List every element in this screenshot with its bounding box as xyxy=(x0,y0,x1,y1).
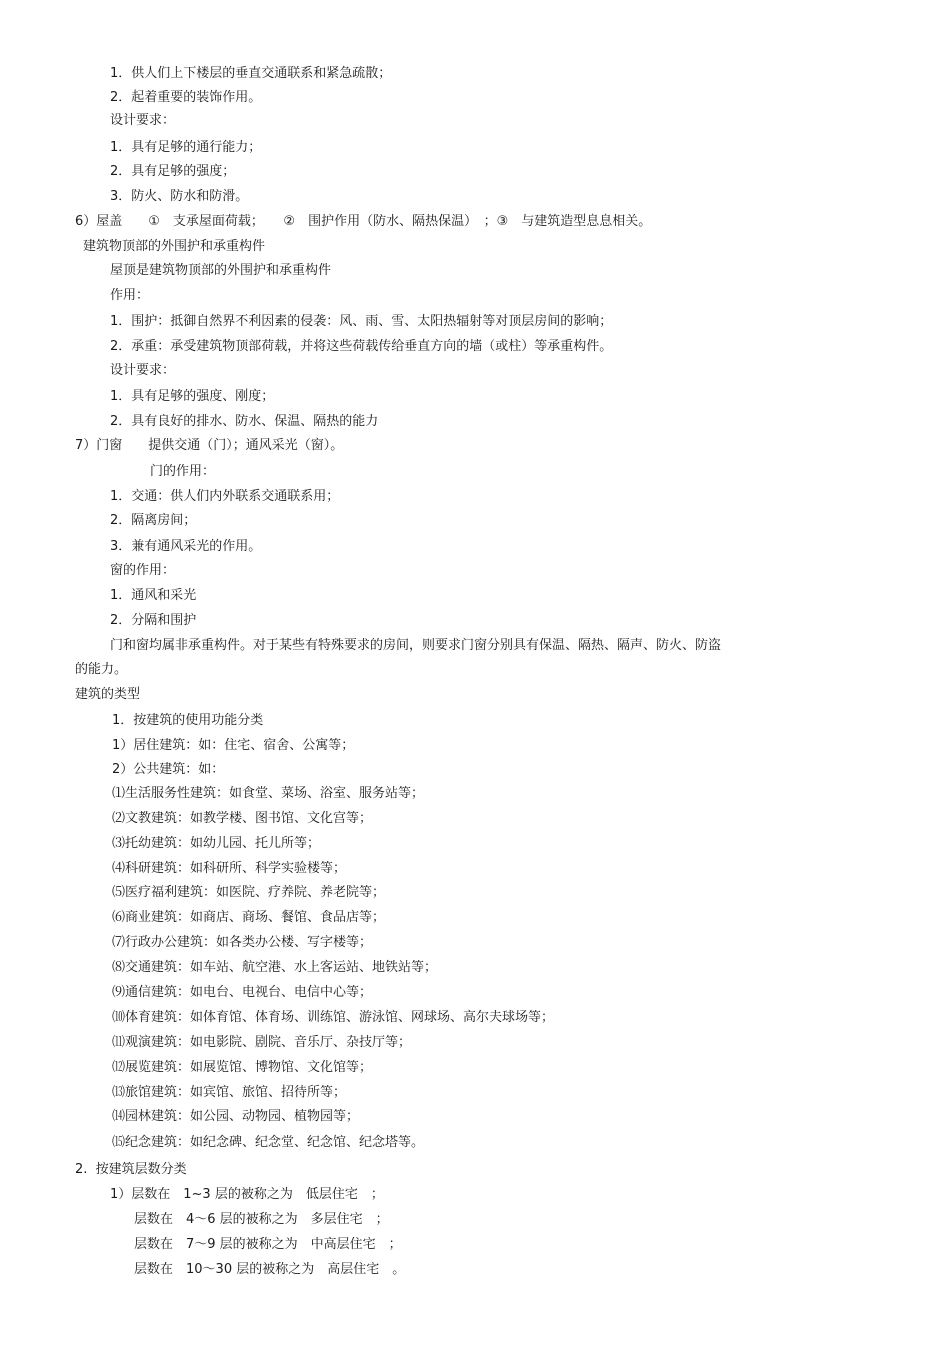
text-line: 2．具有良好的排水、防水、保温、隔热的能力 xyxy=(110,414,379,429)
text-line: 1）层数在 1~3 层的被称之为 低层住宅 ； xyxy=(110,1187,384,1202)
text-line: 屋顶是建筑物顶部的外围护和承重构件 xyxy=(110,263,332,278)
text-line: 2．起着重要的装饰作用。 xyxy=(110,90,262,105)
text-line: 窗的作用： xyxy=(110,563,176,578)
text-line: 作用： xyxy=(110,288,150,303)
text-line: ⑻交通建筑：如车站、航空港、水上客运站、地铁站等； xyxy=(112,960,438,975)
text-line: 层数在 7～9 层的被称之为 中高层住宅 ； xyxy=(134,1237,402,1252)
text-line: 建筑物顶部的外围护和承重构件 xyxy=(83,239,266,254)
text-line: 2．隔离房间； xyxy=(110,513,197,528)
text-line: 1．具有足够的通行能力； xyxy=(110,140,262,155)
text-line: 2. 按建筑层数分类 xyxy=(75,1162,187,1177)
text-line: 3．防火、防水和防滑。 xyxy=(110,189,249,204)
text-line: 1．交通：供人们内外联系交通联系用； xyxy=(110,489,340,504)
text-line: 层数在 10～30 层的被称之为 高层住宅 。 xyxy=(134,1262,406,1277)
text-line: 2．承重：承受建筑物顶部荷载，并将这些荷载传给垂直方向的墙（或柱）等承重构件。 xyxy=(110,339,613,354)
text-line: 3．兼有通风采光的作用。 xyxy=(110,539,262,554)
text-line: 建筑的类型 xyxy=(75,687,141,702)
text-line: ⑹商业建筑：如商店、商场、餐馆、食品店等； xyxy=(112,910,386,925)
text-line: ⑺行政办公建筑：如各类办公楼、写字楼等； xyxy=(112,935,373,950)
text-line: ⑸医疗福利建筑：如医院、疗养院、养老院等； xyxy=(112,885,386,900)
text-line: 1．供人们上下楼层的垂直交通联系和紧急疏散； xyxy=(110,66,392,81)
text-line: ⒀旅馆建筑：如宾馆、旅馆、招待所等； xyxy=(112,1085,347,1100)
text-line: ⑷科研建筑：如科研所、科学实验楼等； xyxy=(112,861,347,876)
text-line: 2）公共建筑：如： xyxy=(112,762,225,777)
text-line: 1）居住建筑：如：住宅、宿舍、公寓等； xyxy=(112,738,355,753)
text-line: ⑴生活服务性建筑：如食堂、菜场、浴室、服务站等； xyxy=(112,786,425,801)
text-line: 1．按建筑的使用功能分类 xyxy=(112,713,264,728)
text-line: ⒁园林建筑：如公园、动物园、植物园等； xyxy=(112,1109,360,1124)
text-line: ⑾观演建筑：如电影院、剧院、音乐厅、杂技厅等； xyxy=(112,1035,412,1050)
text-line: ⒂纪念建筑：如纪念碑、纪念堂、纪念馆、纪念塔等。 xyxy=(112,1135,425,1150)
text-line: 6）屋盖 ① 支承屋面荷载； ② 围护作用（防水、隔热保温） ；③ 与建筑造型息息相关。 xyxy=(75,214,652,229)
text-line: 1．具有足够的强度、刚度； xyxy=(110,389,275,404)
text-line: 门的作用： xyxy=(150,464,216,479)
text-line: 门和窗均属非承重构件。对于某些有特殊要求的房间，则要求门窗分别具有保温、隔热、隔声、防火、防盗 xyxy=(110,638,722,653)
text-line: 设计要求： xyxy=(110,363,176,378)
text-line: ⑼通信建筑：如电台、电视台、电信中心等； xyxy=(112,985,373,1000)
text-line: 2．分隔和围护 xyxy=(110,613,197,628)
text-line: 的能力。 xyxy=(75,662,128,677)
text-line: 设计要求： xyxy=(110,113,176,128)
text-line: 2．具有足够的强度； xyxy=(110,164,236,179)
text-line: ⑶托幼建筑：如幼儿园、托儿所等； xyxy=(112,836,321,851)
text-line: 1．通风和采光 xyxy=(110,588,197,603)
text-line: ⑽体育建筑：如体育馆、体育场、训练馆、游泳馆、网球场、高尔夫球场等； xyxy=(112,1010,555,1025)
text-line: ⑿展览建筑：如展览馆、博物馆、文化馆等； xyxy=(112,1060,373,1075)
text-line: 层数在 4～6 层的被称之为 多层住宅 ； xyxy=(134,1212,389,1227)
text-line: ⑵文教建筑：如教学楼、图书馆、文化宫等； xyxy=(112,811,373,826)
text-line: 1．围护：抵御自然界不利因素的侵袭：风、雨、雪、太阳热辐射等对顶层房间的影响； xyxy=(110,314,613,329)
text-line: 7）门窗 提供交通（门）；通风采光（窗）。 xyxy=(75,438,344,453)
